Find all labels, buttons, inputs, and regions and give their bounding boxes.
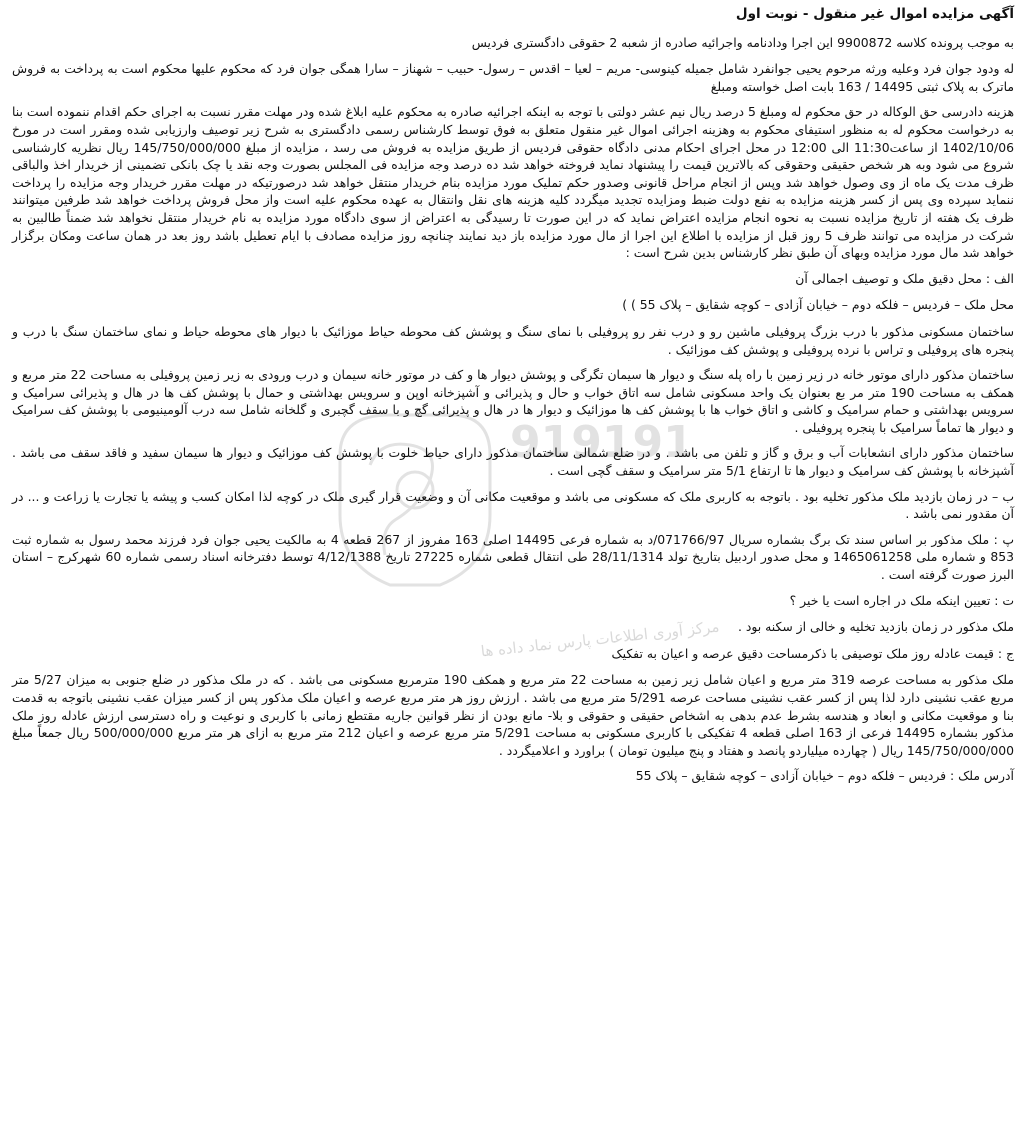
section-jim-heading: ج : قیمت عادله روز ملک توصیفی با ذکرمساحت دقیق عرصه و اعیان به تفکیک [611, 645, 1014, 661]
notice-title: آگهی مزایده اموال غیر منقول - نوبت اول [735, 6, 1014, 22]
building-details: ساختمان مذکور دارای موتور خانه در زیر زمین با راه پله سنگ و دیوار ها سیمان تگرگی و پوشش دیوار ها و کف در موتور خانه سیمان و درب ورودی به زیر زمین پروفیلی به مساحت 22 متر مربع و همکف به مساحت 190 متر مر بع بعنوان یک واحد مسکونی شامل سه اتاق خواب و حال و پذیرائی و آشپزخانه اوپن و سرویس بهداشتی و حمال با پوشش کف ها در هال و پذیرائی سرامیک و سرویس بهداشتی و حمام سرامیک و کاشی و اتاق خواب ها با پوشش کف ها موزائیک و دیوار ها در هال و پذیرائی گچ و با سقف گچبری و گلخانه شامل سه درب آلومینیومی با پوشش کف سرامیک و دیوار ها تماماً سرامیک با پنجره پروفیلی . [12, 367, 1014, 435]
auction-terms-paragraph: هزینه دادرسی حق الوکاله در حق محکوم له ومبلغ 5 درصد ریال نیم عشر دولتی با توجه به اینکه اجرائیه صادره به محکوم علیه ابلاغ شده ودر مهلت مقرر نسبت به اجرای حکم اقدام ننموده است بنا به درخواست محکوم له به منظور استیفای محکوم به وهزینه اجرائی اموال غیر منقول متعلق به فوق توسط کارشناس رسمی دادگستری به شرح زیر توصیف وارزیابی شده ومقرر است در مورخ 1402/10/06 از ساعت11:30 الی 12:00 در محل اجرای احکام مدنی دادگاه حقوقی فردیس از طریق مزایده به فروش می رسد ، مزایده از مبلغ 145/750/000/000 ریال نظریه کارشناسی شروع می شود وبه هر شخص حقیقی وحقوقی که بالاترین قیمت را پیشنهاد نماید فروخته خواهد شد ده درصد وجه مزایده فی المجلس بصورت وجه نقد یا چک بانکی تضمینی از خریدار اخذ والباقی ظرف مدت یک ماه از وی وصول خواهد شد وپس از انجام مراحل قانونی وصدور حکم تملیک مورد مزایده بنام خریدار منتقل خواهد شد درصورتیکه در مهلت مقرر خریدار وجه مزایده را پرداخت ننماید سپرده وی پس از کسر هزینه مزایده به نفع دولت ضبط ومزایده تجدید میگردد کلیه هزینه های نقل وانتقال به عهده محکوم علیه است واز محل فروش پرداخت خواهد شد طرفین میتوانند ظرف یک هفته از تاریخ مزایده نسبت به نحوه انجام مزایده اعتراض نماید که در این صورت تا رسیدگی به اعتراض از سوی دادگاه مورد مزایده به نام خریدار منتقل نخواهد شد ضمناً طالبین به شرکت در مزایده می توانند ظرف 5 روز قبل از مزایده با اطلاع این اجرا از مال مورد مزایده باز دید نمایند چنانچه روز مزایده مصادف با ایام تعطیل باشد روز بعد در همان ساعت ومکان برگزار خواهد شد مال مورد مزایده وبهای آن طبق نظر کارشناس بدین شرح است : [12, 104, 1015, 261]
parties-paragraph: له ودود جوان فرد وعلیه ورثه مرحوم یحیی جوانفرد شامل جمیله کینوسی- مریم – لعیا – اقدس – رسول- حبیب – شهناز – سارا همگی جوان فرد که محکوم علیها محکوم است به پرداخت به فروش ماترک به پلاک ثبتی 14495 / 163 بابت اصل خواسته ومبلغ [12, 61, 1014, 94]
building-description: ساختمان مسکونی مذکور با درب بزرگ پروفیلی ماشین رو و درب نفر رو پروفیلی با نمای سنگ و پوشش کف محوطه حیاط موزائیک با دیوار های محوطه حیاط و نمای ساختمان سنگ با درب و پنجره های پروفیلی و تراس با نرده پروفیلی و پوشش کف موزائیک . [12, 323, 1014, 357]
case-reference: به موجب پرونده کلاسه 9900872 این اجرا ودادنامه واجرائیه صادره از شعبه 2 حقوقی دادگستری فردیس [471, 34, 1014, 50]
seal-number: 919191 [510, 417, 694, 468]
property-address: آدرس ملک : فردیس – فلکه دوم – خیابان آزادی – کوچه شقایق – پلاک 55 [635, 768, 1014, 784]
section-be-paragraph: ب – در زمان بازدید ملک مذکور تخلیه بود . باتوجه به کاربری ملک که مسکونی می باشد و موقعیت مکانی آن و وضعیت قرار گیری ملک در کوچه لذا امکان کسب و پیشه یا تجارت یا زراعت و ... در آن مقدور نمی باشد . [12, 488, 1014, 522]
section-pe-paragraph: پ : ملک مذکور بر اساس سند تک برگ بشماره سریال 071766/97/د به شماره فرعی 14495 اصلی 163 مفروز از 267 قطعه 4 به مالکیت یحیی جوان فرد فرزند محمد رسول به شماره ثبت 853 و شماره ملی 1465061258 و محل صدور اردبیل بتاریخ تولد 28/11/1314 طی انتقال قطعی شماره 27225 تاریخ 4/12/1388 توسط دفترخانه اسناد رسمی شماره 60 شهرکرج – استان البرز صورت گرفته است . [12, 531, 1014, 583]
section-te-heading: ت : تعیین اینکه ملک در اجاره است یا خیر ؟ [789, 592, 1014, 608]
utilities-paragraph: ساختمان مذکور دارای انشعابات آب و برق و گاز و تلفن می باشد . و در ضلع شمالی ساختمان مذکور دارای حیاط خلوت با پوشش کف موزائیک و دیوار ها سیمان سفید و فاقد سقف می باشد . آشپزخانه با پوشش کف سرامیک و دیوار ها تا ارتفاع 5/1 متر سرامیک و سقف گچی است . [12, 445, 1014, 479]
watermark-text: مرکز آوری اطلاعات پارس نماد داده ها [479, 617, 721, 661]
valuation-paragraph: ملک مذکور به مساحت عرصه 319 متر مربع و اعیان شامل زیر زمین به مساحت 22 متر مربع و همکف 190 مترمربع مسکونی می باشد . که در ملک مذکور در ضلع جنوبی به میزان 5/27 متر مربع عقب نشینی دارد لذا پس از کسر عقب نشینی مساحت عرصه 5/291 متر مربع می باشد . ارزش روز هر متر مربع عرصه و اعیان ملک مذکور پس از کسر میزان عقب نشینی باتوجه به قدمت بنا و موقعیت مکانی و ابعاد و هندسه بشرط عدم بدهی به اشخاص حقیقی و حقوقی و بلا- مانع بودن از نظر قوانین جاریه مقتطع زمانی با کاربری و نوعیت و راه دسترسی ارزش عادله روز ملک مذکور بشماره 14495 فرعی از 163 اصلی قطعه 4 تفکیکی با کاربری مسکونی به مساحت 5/291 متر مربع عرصه و اعیان 212 متر مربع به ازای هر متر مربع 500/000/000 ریال جمعاً مبلغ 145/750/000/000 ریال ( چهارده میلیاردو پانصد و هفتاد و پنج میلیون تومان ) براورد و اعلامیگردد . [12, 672, 1014, 758]
vacancy-statement: ملک مذکور در زمان بازدید تخلیه و خالی از سکنه بود . [737, 619, 1014, 635]
section-alef-heading: الف : محل دقیق ملک و توصیف اجمالی آن [795, 270, 1014, 286]
property-location: محل ملک – فردیس – فلکه دوم – خیابان آزادی – کوچه شقایق – پلاک 55 ) ) [622, 297, 1014, 313]
